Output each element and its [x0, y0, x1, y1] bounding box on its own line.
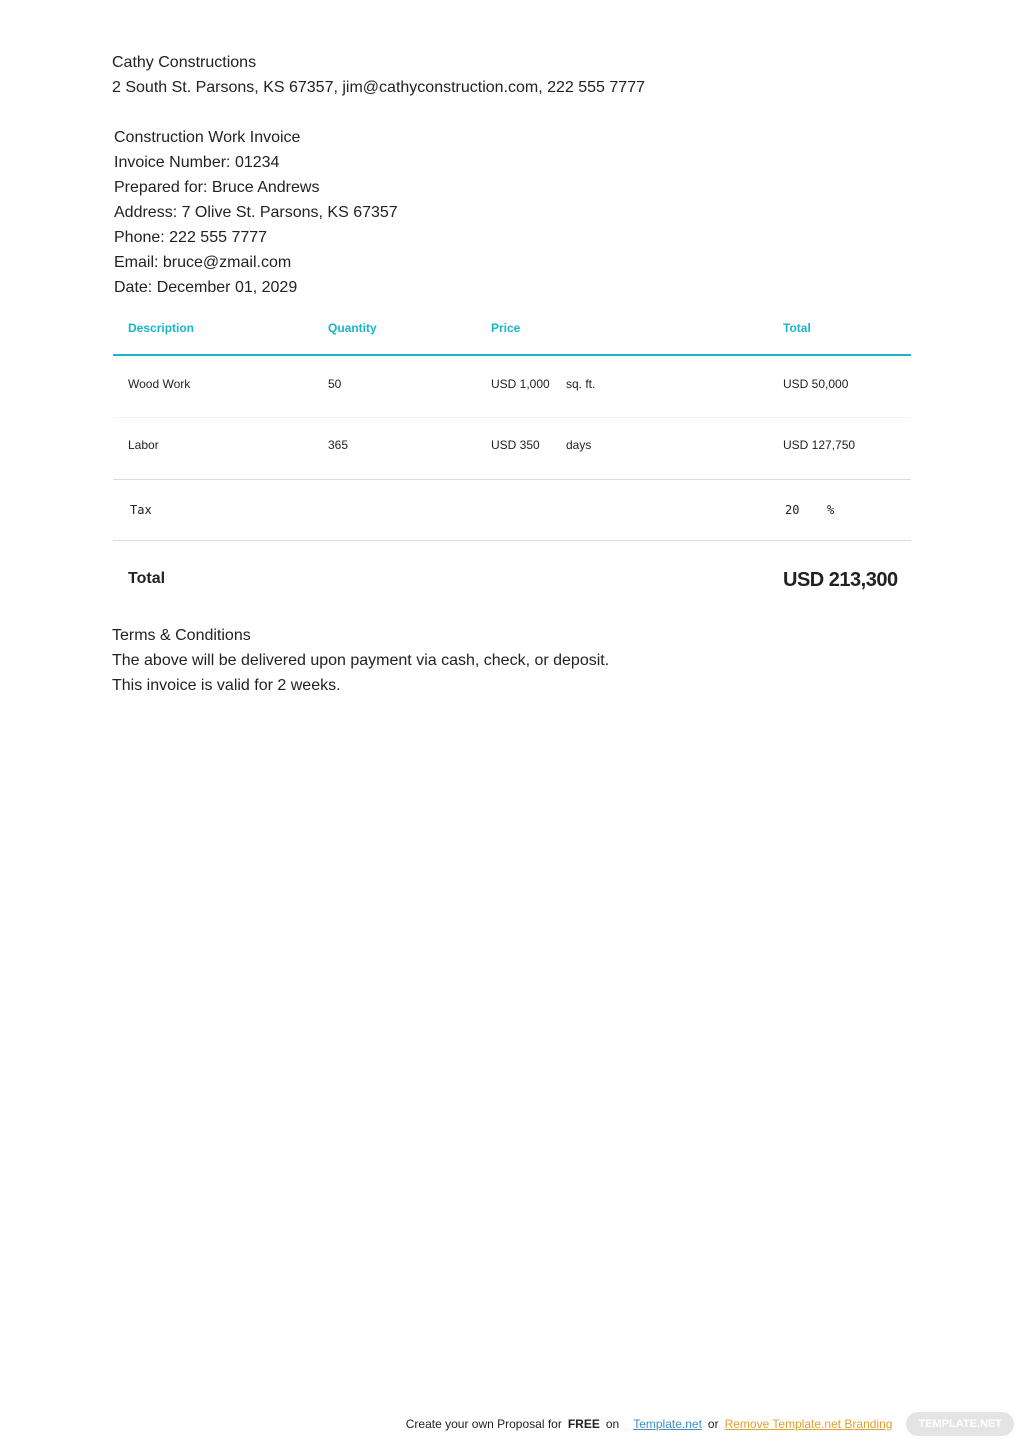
company-contact: 2 South St. Parsons, KS 67357, jim@cathyconstruction.com, 222 555 7777 — [112, 79, 645, 96]
row-unit: sq. ft. — [566, 377, 596, 391]
terms-line: The above will be delivered upon payment via cash, check, or deposit. — [112, 652, 610, 669]
header-description: Description — [128, 321, 195, 335]
client-email: Email: bruce@zmail.com — [114, 254, 292, 271]
template-link[interactable]: Template.net — [633, 1417, 702, 1431]
row-price: USD 1,000 — [491, 377, 550, 391]
invoice-title: Construction Work Invoice — [114, 129, 301, 146]
tax-unit: % — [827, 503, 835, 517]
prepared-for: Prepared for: Bruce Andrews — [114, 179, 320, 196]
client-phone: Phone: 222 555 7777 — [114, 229, 268, 246]
grand-total-label: Total — [128, 570, 166, 587]
row-total: USD 127,750 — [783, 438, 856, 452]
row-unit: days — [566, 438, 592, 452]
grand-total-value: USD 213,300 — [783, 569, 898, 591]
footer-on: on — [605, 1417, 620, 1431]
footer-or: or — [707, 1417, 719, 1431]
tax-divider — [113, 540, 911, 541]
company-name: Cathy Constructions — [112, 54, 257, 71]
row-divider — [113, 479, 911, 480]
row-description: Wood Work — [128, 377, 191, 391]
row-description: Labor — [128, 438, 159, 452]
invoice-number: Invoice Number: 01234 — [114, 154, 280, 171]
terms-title: Terms & Conditions — [112, 627, 251, 644]
row-quantity: 50 — [328, 377, 342, 391]
terms-line: This invoice is valid for 2 weeks. — [112, 677, 341, 694]
tax-value: 20 — [785, 503, 800, 517]
header-total: Total — [783, 321, 811, 335]
row-total: USD 50,000 — [783, 377, 849, 391]
header-divider — [113, 354, 911, 356]
template-badge: TEMPLATE.NET — [906, 1412, 1014, 1436]
row-divider — [113, 417, 911, 418]
client-address: Address: 7 Olive St. Parsons, KS 67357 — [114, 204, 398, 221]
tax-label: Tax — [130, 503, 152, 517]
row-price: USD 350 — [491, 438, 540, 452]
footer-free: FREE — [567, 1417, 600, 1431]
invoice-date: Date: December 01, 2029 — [114, 279, 298, 296]
footer-text: Create your own Proposal for — [405, 1417, 562, 1431]
footer-bar — [406, 1412, 1014, 1436]
row-quantity: 365 — [328, 438, 349, 452]
header-quantity: Quantity — [328, 321, 377, 335]
header-price: Price — [491, 321, 521, 335]
remove-branding-link[interactable]: Remove Template.net Branding — [724, 1417, 893, 1431]
